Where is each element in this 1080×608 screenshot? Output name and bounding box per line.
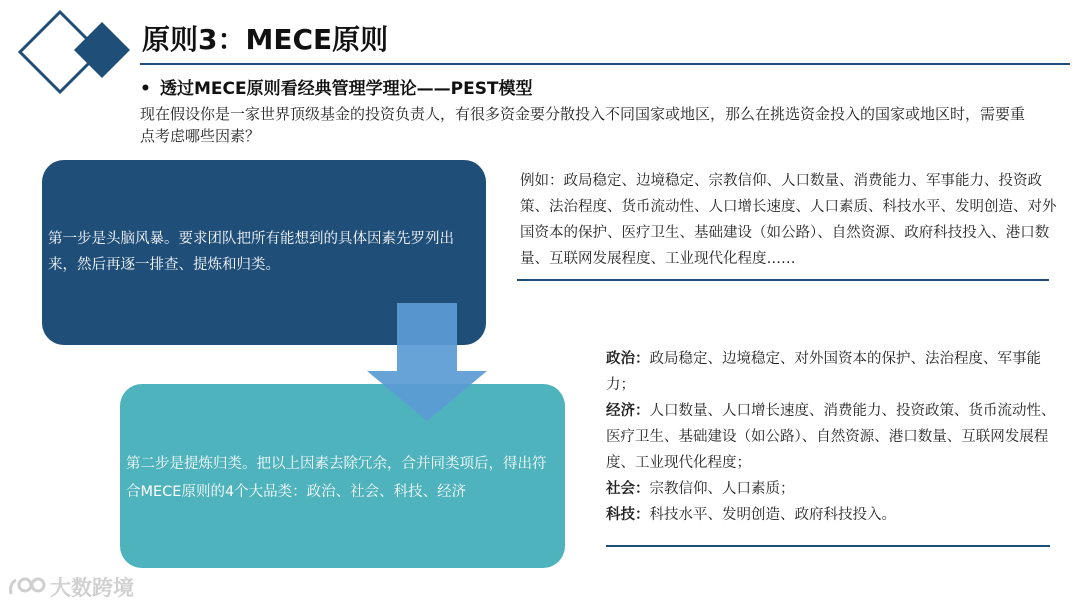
intro-paragraph: 现在假设你是一家世界顶级基金的投资负责人，有很多资金要分散投入不同国家或地区，那么在挑选资金投入的国家或地区时，需要重点考虑哪些因素？ xyxy=(140,105,1026,145)
examples-divider xyxy=(517,279,1049,281)
step2-text: 第二步是提炼归类。把以上因素去除冗余，合并同类项后，得出符合MECE原则的4个大品类：政治、社会、科技、经济 xyxy=(126,456,547,500)
diamond-logo-icon xyxy=(18,4,138,94)
subtitle xyxy=(140,74,533,99)
title-divider xyxy=(140,63,1070,65)
step2-box xyxy=(120,384,565,568)
group-politics: 政治：政局稳定、边境稳定、对外国资本的保护、法治程度、军事能力； xyxy=(606,351,1041,393)
group-technology: 科技：科技水平、发明创造、政府科技投入。 xyxy=(606,507,896,523)
down-arrow-icon xyxy=(367,303,487,423)
watermark-logo-icon xyxy=(8,574,46,600)
group-society: 社会：宗教信仰、人口素质； xyxy=(606,481,795,497)
subtitle-text: 透过MECE原则看经典管理学理论——PEST模型 xyxy=(160,79,533,99)
category-groups xyxy=(606,346,1056,528)
groups-divider xyxy=(606,545,1050,547)
examples-text: 例如：政局稳定、边境稳定、宗教信仰、人口数量、消费能力、军事能力、投资政策、法治程度、货币流动性、人口增长速度、人口素质、科技水平、发明创造、对外国资本的保护、医疗卫生、基础建设（如公路）、自然资源、政府科技投入、港口数量、互联网发展程度、工业现代化程度…… xyxy=(520,173,1057,267)
watermark xyxy=(8,572,134,602)
step1-text: 第一步是头脑风暴。要求团队把所有能想到的具体因素先罗列出来，然后再逐一排查、提炼和归类。 xyxy=(48,231,454,273)
watermark-text: 大数跨境 xyxy=(50,576,134,600)
group-economy: 经济：人口数量、人口增长速度、消费能力、投资政策、货币流动性、医疗卫生、基础建设（如公路）、自然资源、港口数量、互联网发展程度、工业现代化程度； xyxy=(606,403,1056,471)
bullet-dot: • xyxy=(140,79,151,99)
page-title: 原则3：MECE原则 xyxy=(142,23,389,56)
